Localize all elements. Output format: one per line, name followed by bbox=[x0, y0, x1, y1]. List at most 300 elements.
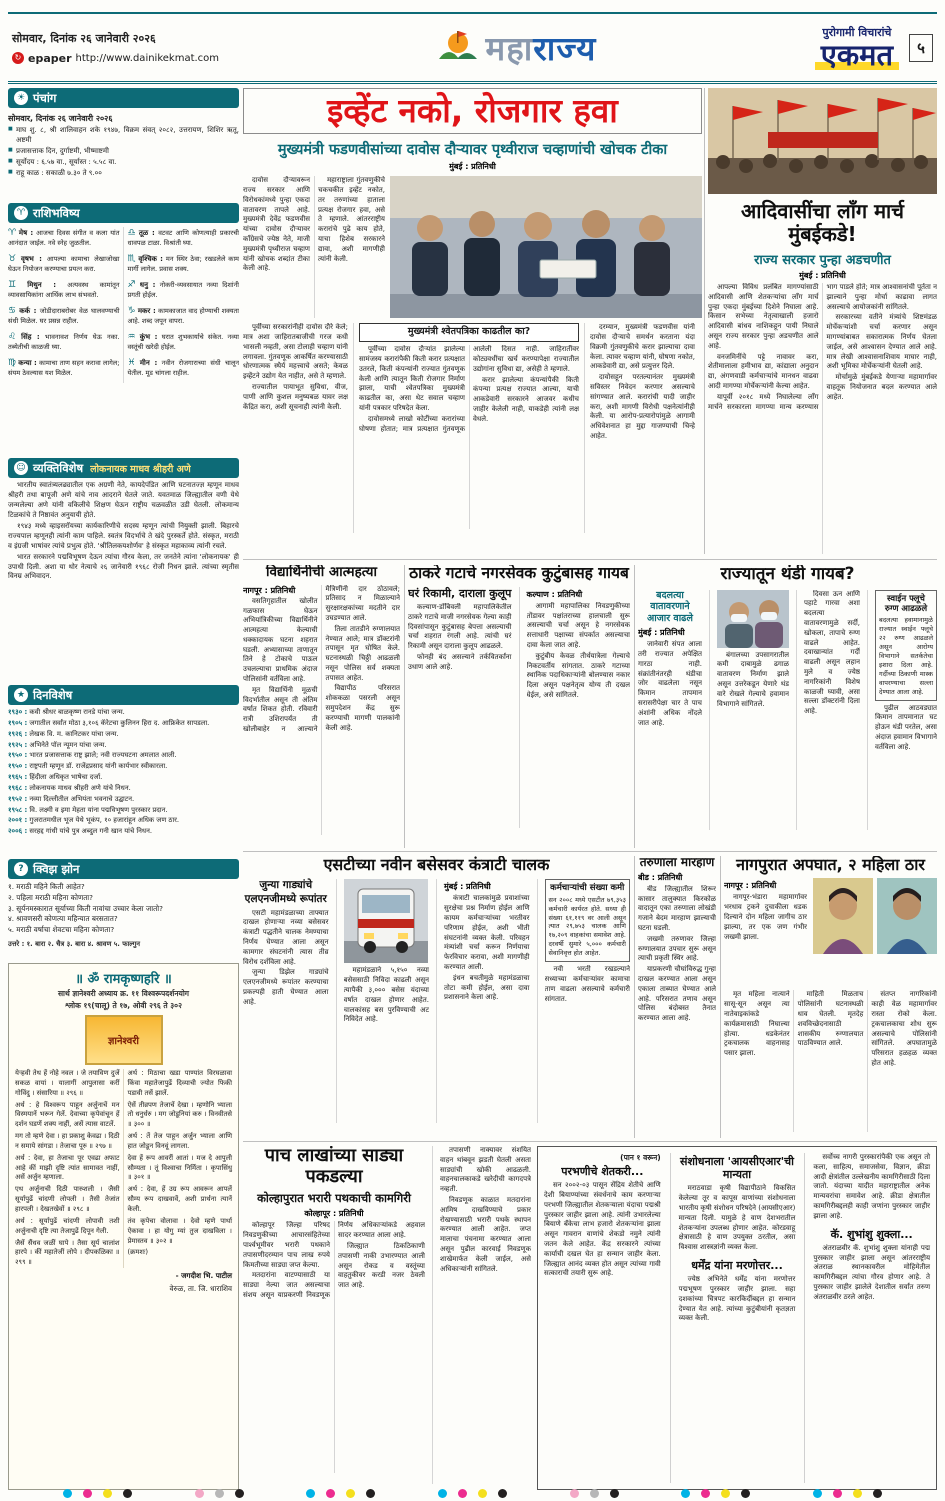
staff-count-box bbox=[545, 879, 631, 962]
zodiac-item bbox=[8, 253, 120, 274]
event-text: वि. लक्ष्मी व इमा मेहता यांना पद्मविभूषण पुरस्कार प्रदान. bbox=[29, 805, 168, 814]
saree-headline: पाच लाखांच्या साड्या पकडल्या bbox=[264, 1146, 404, 1187]
event-year: १९५० : bbox=[8, 751, 28, 760]
paragraph: दावोसहून परतल्यानंतर मुख्यमंत्री सविस्तर निवेदन करणार असल्याचे सांगण्यात आले. करारांची यादी जाहीर करा, अशी मागणी विरोधी पक्षनेत्यांनीही केली. या आरोप-प्रत्यारोपांमुळे आगामी अधिवेशनात हा मुद्दा गाजण्याची चिन्हे आहेत. bbox=[590, 373, 695, 441]
zodiac-name: मेष : bbox=[18, 229, 34, 237]
masthead-rajya: राज्य bbox=[533, 29, 597, 68]
jump-story-2-title: संशोधनाला 'आयसीएआर'ची मान्यता bbox=[680, 1155, 794, 1182]
print-registration-marks bbox=[8, 1489, 937, 1498]
horoscope-section bbox=[8, 203, 239, 455]
paragraph: दावोसमध्ये लाखो कोटींच्या करारांच्या घोषणा होतात; मात्र प्रत्यक्षात गुंतवणूक आलेली दिसत नाही. जाहिरातींवर कोट्यवधींचा खर्च करण्यापेक्षा राज्यातील उद्योगांना सुविधा द्या, असेही ते म्हणाले. bbox=[359, 345, 579, 433]
brand-tagline: पुरोगामी विचारांचे bbox=[822, 25, 892, 39]
event-text: जगातील सर्वांत मोठा ३,१०६ कॅरेटचा कुलिनन हिरा द. आफ्रिकेत सापडला. bbox=[29, 718, 210, 727]
rally-photo bbox=[708, 88, 937, 194]
verse: (क्रमशः) bbox=[127, 1248, 149, 1257]
event-text: लोकनायक माधव श्रीहरी अणे यांचे निधन. bbox=[29, 783, 131, 792]
zodiac-item bbox=[8, 357, 120, 378]
victim-portrait-2 bbox=[877, 878, 937, 954]
verse: येर्‍हवी तेथ हें नोहे नवल । जे तयाविण दुजें सकळ वायां । यालागीं आपुलासा करीं गोविंदु । संसारिया ॥ २९६ ॥ bbox=[15, 1069, 120, 1097]
thackeray-left-col bbox=[408, 603, 512, 815]
st-col-1 bbox=[243, 909, 329, 1123]
cold-subhead: बदलत्या वातावरणाने आजार वाढले bbox=[647, 589, 693, 625]
paragraph: कुटुंबीय केवळ तीर्थयात्रेला गेल्याचे निकटवर्तीय सांगतात. ठाकरे गटाच्या स्थानिक पदाधिकाऱ्यांनी बोलण्यास नकार दिला असून पक्षनेतृत्व योग्य ती दखल घेईल, असे सांगितले. bbox=[526, 651, 630, 699]
divider bbox=[243, 559, 937, 560]
panchang-line: ■ सूर्योदय : ६.५७ वा., सूर्यास्त : ५.५८ वा. bbox=[8, 158, 239, 168]
zodiac-sign-icon: ♍ bbox=[8, 358, 17, 369]
verse: अर्थ : हे विश्वरूप पाहून अर्जुनाचें मन विस्मयानें भरून गेलें. देवाच्या कृपेवांचून हें दर्शन घडणें शक्य नाहीं, असें त्यास वाटलें. bbox=[15, 1100, 120, 1129]
lead-inset-box-title: मुख्यमंत्री श्वेतपत्रिका काढतील का? bbox=[359, 323, 579, 342]
divider bbox=[404, 565, 405, 848]
swine-flu-text: बदलत्या हवामानामुळे राज्यात स्वाईन फ्लूचे २२ रुग्ण आढळले असून आरोग्य विभागाने सतर्कतेचा इशारा दिला आहे. गर्दीच्या ठिकाणी मास्क वापरण्याचा सल्ला देण्यात आला आहे. bbox=[879, 615, 933, 696]
brand-name: एकमत bbox=[815, 40, 899, 70]
panchang-line: ■ माघ शु. ८, श्री शालिवाहन शके १९४७, विक्रम संवत् २०८२, उत्तरायण, शिशिर ऋतू, अष्टमी bbox=[8, 126, 239, 146]
zodiac-sign-icon: ♋ bbox=[8, 306, 18, 317]
paragraph: वनजमिनींचे पट्टे नावावर करा, शेतीमालाला हमीभाव द्या, कांद्याला अनुदान द्या, अंगणवाडी कर्मचाऱ्यांचे मानधन वाढवा आदी मागण्या मोर्चेकऱ्यांनी केल्या आहेत. bbox=[708, 352, 819, 390]
event-year: १९५८ : bbox=[8, 805, 28, 814]
verse: जैसें सैंधव जळीं घापे । तैसा सूर्य चालांश हारपे । कीं महातेजीं लोपे । दीपकळिका ॥ २९९ ॥ bbox=[15, 1238, 120, 1267]
verse: अर्थ : मिठाचा खडा पाण्यांत विरघळावा किंवा महातेजापुढें दिव्याची ज्योत फिकी पडावी तसें झालें. bbox=[127, 1069, 232, 1097]
zodiac-item bbox=[8, 227, 120, 248]
zodiac-name: वृषभ : bbox=[20, 255, 42, 264]
zodiac-text: वटवट आणि कोणत्याही प्रकारची धावपळ टाळा. विश्रांती घ्या. bbox=[127, 229, 239, 248]
paragraph: बीड जिल्ह्यातील शिरूर कासार तालुक्यात किरकोळ वादातून एका तरुणाला लोखंडी गजाने बेदम मारहाण झाल्याची घटना घडली. bbox=[638, 884, 716, 932]
byline: मुंबई : प्रतिनिधी bbox=[638, 628, 685, 638]
paragraph: कल्याण-डोंबिवली महापालिकेतील ठाकरे गटाचे माजी नगरसेवक गेल्या काही दिवसांपासून कुटुंबासह बेपत्ता असल्याची चर्चा शहरात रंगली आहे. त्यांची घरं रिकामी असून दाराला कुलूप आढळले. bbox=[408, 603, 512, 651]
paragraph: मोर्चामुळे मुंबईकडे येणाऱ्या महामार्गावर वाहतूक नियोजनात बदल करण्यात आले आहेत. bbox=[826, 373, 937, 401]
day-event bbox=[8, 773, 239, 783]
cold-col-1 bbox=[638, 640, 702, 830]
dnyaneshwari-verses bbox=[15, 1069, 232, 1268]
panchang-line: ■ राहू काळ : सकाळी ७.३० ते ९.०० bbox=[8, 169, 239, 179]
paragraph: महामंडळाने ५,१५० नव्या बसेससाठी निविदा काढली असून त्यापैकी ३,००० बसेस यंदाच्या वर्षात दाखल होणार आहेत. चालकांसह बस पुरविण्याची अट निविदेत आहे. bbox=[343, 966, 429, 1024]
quiz-question: ३. सूर्यनमस्कारात सूर्याच्या किती नावांचा उच्चार केला जातो? bbox=[8, 903, 163, 913]
zodiac-name: वृश्चिक : bbox=[138, 255, 163, 264]
st-headline: एसटीच्या नवीन बसेसवर कंत्राटी चालक bbox=[323, 856, 550, 874]
byline: कल्याण : प्रतिनिधी bbox=[526, 589, 583, 599]
zodiac-text: नोकरी-व्यवसायात नव्या दिशांनी प्रगती होईल. bbox=[127, 281, 239, 300]
paragraph: नवी भरती रखडल्याने सध्याच्या कर्मचाऱ्यांवर कामाचा ताण वाढला असल्याचे कर्मचारी सांगतात. bbox=[544, 965, 630, 1003]
event-text: नव्या दिल्लीतील अभियंता भवनाचे उद्घाटन. bbox=[29, 794, 135, 803]
event-year: १९३० : bbox=[8, 708, 28, 716]
lead-article bbox=[243, 88, 702, 554]
lead-headline: इव्हेंट नको, रोजगार हवा bbox=[327, 91, 618, 130]
zodiac-item bbox=[8, 279, 120, 300]
paragraph: पूर्वीच्या दावोस दौऱ्यांत झालेल्या सामंजस्य करारांपैकी किती करार प्रत्यक्षात उतरले, किती कंपन्यांनी राज्यात गुंतवणूक केली आणि त्यातून किती रोजगार निर्माण झाला, याची श्वेतपत्रिका मुख्यमंत्री काढतील का, असा थेट सवाल चव्हाण यांनी पत्रकार परिषदेत केला. bbox=[359, 345, 465, 412]
zodiac-name: मिथुन : bbox=[27, 281, 57, 290]
st-bus-article bbox=[243, 856, 630, 1138]
byline: मुंबई : प्रतिनिधी bbox=[799, 271, 846, 280]
horoscope-title: राशिभविष्य bbox=[33, 205, 80, 220]
lead-col-4 bbox=[590, 323, 695, 533]
zodiac-item bbox=[8, 331, 120, 352]
zodiac-name: कन्या : bbox=[18, 359, 37, 368]
bus-photo bbox=[344, 879, 428, 963]
person-icon: ☺ bbox=[14, 461, 28, 475]
paragraph: भारत सरकारने पद्मविभूषण देऊन त्यांचा गौरव केला, तर जनतेने त्यांना 'लोकनायक' ही उपाधी दिली. अशा या थोर नेत्याचे २६ जानेवारी १९६८ रोजी निधन झाले. त्यांच्या स्मृतीस विनम्र अभिवादन. bbox=[8, 552, 239, 581]
beed-headline: तरुणाला मारहाण bbox=[639, 856, 715, 869]
author-signature: - जगदीश भि. पाटील bbox=[175, 1271, 232, 1281]
byline: नागपूर : प्रतिनिधी bbox=[243, 585, 296, 595]
masthead-header bbox=[8, 12, 937, 84]
thackeray-subhead: घरं रिकामी, दाराला कुलूप bbox=[408, 586, 512, 600]
paragraph: सन २००२-०३ पासून सेंद्रिय शेतीचे आणि देशी बियाण्यांच्या संवर्धनाचे काम करणाऱ्या परभणी जिल्ह्यातील शेतकऱ्याला यंदाचा पद्मश्री पुरस्कार जाहीर झाला आहे. त्यांनी उभारलेल्या बियाणे बँकेचा लाभ हजारो शेतकऱ्यांना झाला असून गावरान वाणांचे शेकडो नमुने त्यांनी जतन केले आहेत. केंद्र सरकारने त्यांच्या कार्याची दखल घेत हा सन्मान जाहीर केला. जिल्ह्यात आनंद व्यक्त होत असून त्यांच्या गावी सत्काराची तयारी सुरू आहे. bbox=[544, 1181, 661, 1278]
panchang-lines bbox=[8, 126, 239, 179]
zodiac-name: कर्क : bbox=[19, 307, 37, 316]
event-year: १९२६ : bbox=[8, 729, 28, 738]
zodiac-sign-icon: ♌ bbox=[8, 332, 20, 343]
cold-headline: राज्यातून थंडी गायब? bbox=[720, 565, 855, 584]
paragraph: दिवसा ऊन आणि पहाटे गारवा अशा बदलत्या वातावरणामुळे सर्दी, खोकला, तापाचे रुग्ण वाढले आहेत. दवाखान्यांत गर्दी वाढली असून लहान मुले व ज्येष्ठ नागरिकांनी विशेष काळजी घ्यावी, असा सल्ला डॉक्टरांनी दिला आहे. bbox=[804, 589, 860, 716]
paragraph: ज्येष्ठ अभिनेते धर्मेंद्र यांना मरणोत्तर पद्मभूषण पुरस्कार जाहीर झाला. सहा दशकांच्या चित्रपट कारकिर्दीबद्दल हा सन्मान देण्यात येत आहे. त्यांच्या कुटुंबीयांनी कृतज्ञता व्यक्त केली. bbox=[678, 1275, 796, 1323]
cmyk-dot-group bbox=[63, 1489, 132, 1498]
zodiac-item bbox=[128, 357, 240, 378]
cmyk-dot-group bbox=[570, 1489, 619, 1498]
nagpur-intro bbox=[724, 893, 807, 985]
zodiac-text: भावनावश निर्णय घेऊ नका. तब्येतीची काळजी घ्या. bbox=[8, 333, 120, 352]
paragraph: संतप्त नागरिकांनी काही वेळ महामार्गावर रास्ता रोको केला. ट्रकचालकाचा शोध सुरू असल्याचे पोलिसांनी सांगितले. अपघातामुळे परिसरात हळहळ व्यक्त होत आहे. bbox=[871, 990, 937, 1067]
day-special-title: दिनविशेष bbox=[33, 687, 73, 702]
staff-count-text: सन २००८ मध्ये एसटीत ७९,३५३ कर्मचारी कार्यरत होते. सध्या ही संख्या ६१,११९ वर आली असून त्यात २९,७५३ चालक आणि १७,२०९ वाहकांचा समावेश आहे. दरवर्षी सुमारे ५,००० कर्मचारी सेवानिवृत्त होत आहेत. bbox=[548, 895, 626, 958]
verse: ऐसें तीव्रपण तेजाचें देखा । म्हणोनि भ्याला तो धनुर्धरु । मग जोडूनियां करु । विनवीतसे ॥ ३०० ॥ bbox=[127, 1100, 232, 1129]
day-event bbox=[8, 784, 239, 794]
masthead-maha: महा bbox=[485, 29, 534, 68]
paragraph: जिल्ह्यात ठिकठिकाणी तपासणी नाकी उभारण्यात आली असून रोकड व वस्तूंच्या वाहतुकीवर करडी नजर ठेवली जात आहे. bbox=[338, 1241, 425, 1290]
zodiac-name: मीन : bbox=[139, 359, 158, 368]
jump-story-1-body bbox=[544, 1181, 661, 1279]
day-event bbox=[8, 708, 239, 718]
zodiac-text: मन स्थिर ठेवा; रखडलेले काम मार्गी लागेल. प्रवास शक्य. bbox=[127, 255, 239, 274]
saree-article bbox=[243, 1146, 531, 1490]
person-special-body bbox=[8, 478, 239, 582]
masthead-title bbox=[485, 25, 596, 70]
day-event bbox=[8, 806, 239, 816]
jump-story-3-body bbox=[679, 1275, 796, 1324]
adivasi-body bbox=[708, 283, 937, 554]
day-event bbox=[8, 751, 239, 761]
day-event bbox=[8, 730, 239, 740]
event-text: लेखक वि. म. कानिटकर यांचा जन्म. bbox=[29, 729, 119, 738]
verse: देवा हें रूप आवरीं आतां । मज दे आपुली सौम्यता । तूं विश्वाचा निर्मिता । कृपासिंधु ॥ ३०१ ॥ bbox=[127, 1153, 232, 1182]
zodiac-item bbox=[128, 305, 240, 326]
zodiac-sign-icon: ♒ bbox=[127, 332, 138, 343]
quiz-question: ५. मराठी वर्षाचा शेवटचा महिना कोणता? bbox=[8, 925, 115, 935]
zodiac-item bbox=[128, 227, 240, 248]
lead-headline-box bbox=[243, 88, 702, 134]
website-link[interactable]: http://www.dainikekmat.com bbox=[75, 52, 220, 64]
paragraph: फोनही बंद असल्याने तर्कवितर्कांना उधाण आले आहे. bbox=[408, 652, 512, 671]
cold-col-3 bbox=[804, 590, 860, 830]
event-text: कवी श्रीधर बाळकृष्ण रानडे यांचा जन्म. bbox=[29, 708, 125, 716]
paragraph: तिला तातडीने रुग्णालयात नेण्यात आले; मात्र डॉक्टरांनी तपासून मृत घोषित केले. घटनास्थळी चिठ्ठी आढळली नसून पोलिस सर्व शक्यता तपासत आहेत. bbox=[325, 624, 400, 682]
paragraph: राज्यातील पायाभूत सुविधा, वीज, पाणी आणि कुशल मनुष्यबळ यावर लक्ष केंद्रित करा, अशी सूचनाही त्यांनी केली. bbox=[243, 383, 348, 411]
om-title: ॥ ॐ रामकृष्णहरि ॥ bbox=[75, 972, 172, 987]
zodiac-text: कामकाजात वाद होण्याची शक्यता आहे. शब्द जपून वापरा. bbox=[127, 307, 239, 326]
day-special-section bbox=[8, 685, 239, 856]
paragraph: कंत्राटी चालकांमुळे प्रवाशांच्या सुरक्षेचा प्रश्न निर्माण होईल आणि कायम कर्मचाऱ्यांच्या भरतीवर परिणाम होईल, अशी भीती संघटनांनी व्यक्त केली. परिवहन मंत्र्यांशी चर्चा करून निर्णयाचा फेरविचार करावा, अशी मागणीही करण्यात आली. bbox=[444, 894, 530, 971]
saree-left-cols bbox=[243, 1221, 425, 1473]
paragraph: करार झालेल्या कंपन्यांपैकी किती कंपन्या प्रत्यक्ष राज्यात आल्या, याची आकडेवारी सरकारने आजवर कधीच जाहीर केलेली नाही, याकडेही त्यांनी लक्ष वेधले. bbox=[473, 375, 579, 423]
paragraph: पुढील आठवड्यात किमान तापमानात घट होऊन थंडी परतेल, असा अंदाज हवामान विभागाने वर्तविला आहे. bbox=[875, 703, 937, 751]
sun-icon: ☀ bbox=[14, 91, 28, 105]
jump-continuation-box bbox=[537, 1146, 937, 1490]
divider bbox=[634, 856, 635, 1138]
event-text: गुजरातमधील भूज येथे भूकंप, १० हजारांहून अधिक जण ठार. bbox=[29, 816, 180, 825]
panchang-header bbox=[8, 88, 239, 108]
verse: तंव कृपेचा वोलावा । देवो म्हणे पार्था ऐकावा । हा योगु म्यां तुज दाखविला । प्रेमास्तव ॥ ३०२ ॥ bbox=[127, 1216, 232, 1245]
zodiac-sign-icon: ♎ bbox=[127, 228, 137, 238]
byline: बीड : प्रतिनिधी bbox=[638, 872, 683, 882]
person-special-title: व्यक्तिविशेष bbox=[33, 460, 84, 475]
zodiac-sign-icon: ♐ bbox=[127, 280, 138, 291]
event-year: १९०५ : bbox=[8, 718, 28, 727]
jump-story-1-title: परभणीचे शेतकरी... bbox=[561, 1165, 644, 1178]
swine-flu-box bbox=[875, 590, 937, 701]
divider bbox=[634, 565, 635, 848]
nagpur-body bbox=[724, 990, 937, 1132]
paragraph: जुन्या डिझेल गाड्यांचे एलएनजीमध्ये रूपांतर करण्याचा प्रकल्पही हाती घेण्यात आला आहे. bbox=[243, 968, 329, 1006]
quiz-question: २. पहिला मराठी महिना कोणता? bbox=[8, 892, 93, 902]
beed-assault-article bbox=[638, 856, 716, 1138]
quiz-question: ४. श्रावणसरी कोणत्या महिन्यात बरसतात? bbox=[8, 914, 118, 924]
thackeray-article bbox=[408, 565, 630, 848]
author-place: वेरुळ, ता. जि. धाराशिव bbox=[169, 1284, 232, 1294]
lead-col-1 bbox=[243, 323, 348, 533]
jump-story-4-body bbox=[813, 1244, 930, 1303]
zodiac-sign-icon: ♑ bbox=[127, 306, 136, 317]
paragraph: तपासणी नाक्यावर संशयित वाहन थांबवून झडती घेतली असता साड्यांची खोकी आढळली. वाहनचालकाकडे खरेदीची कागदपत्रे नव्हती. bbox=[440, 1146, 531, 1194]
event-year: १९६८ : bbox=[8, 783, 28, 792]
zodiac-text: नवीन रोजगाराच्या संधी चालून येतील. मूड चांगला राहील. bbox=[127, 359, 239, 378]
dnyaneshwari-ref-1: सार्थ ज्ञानेश्वरी अध्याय क्र. ११ विश्वरूपदर्शनयोग bbox=[57, 989, 190, 998]
paragraph: मृत विद्यार्थिनी मूळची विदर्भातील असून ती अंतिम वर्षात शिकत होती. रविवारी रात्री उशिरापर्यंत ती खोलीबाहेर न आल्याने मैत्रिणींनी दार ठोठावले; प्रतिसाद न मिळाल्याने सुरक्षारक्षकांच्या मदतीने दार उघडण्यात आले. bbox=[243, 584, 400, 734]
paragraph: भारतीय स्वातंत्र्यलढ्यातील एक अग्रणी नेते, कायदेपंडित आणि घटनातज्ज्ञ म्हणून माधव श्रीहरी तथा बापूजी अणे यांचे नाव आदराने घेतले जाते. यवतमाळ जिल्ह्यातील वणी येथे जन्मलेल्या अणे यांनी वकिलीचे शिक्षण घेऊन राष्ट्रीय चळवळीत उडी घेतली. लोकमान्य टिळकांचे ते निष्ठावंत अनुयायी होते. bbox=[8, 481, 239, 519]
zodiac-item bbox=[128, 331, 240, 352]
thackeray-right-col bbox=[527, 602, 631, 828]
question-icon: ? bbox=[14, 862, 28, 876]
paragraph: मृत महिला नात्याने सासू-सून असून त्या नातेवाइकांकडे कार्यक्रमासाठी निघाल्या होत्या. धडकेनंतर ट्रकचालक वाहनासह पसार झाला. bbox=[724, 990, 790, 1058]
star-icon: ★ bbox=[14, 688, 28, 702]
lead-subhead: मुख्यमंत्री फडणवीसांच्या दावोस दौऱ्यावर पृथ्वीराज चव्हाणांची खोचक टीका bbox=[277, 142, 668, 159]
st-col-2 bbox=[344, 966, 430, 1094]
paragraph: जखमी तरुणावर जिल्हा रुग्णालयात उपचार सुरू असून त्याची प्रकृती स्थिर आहे. bbox=[638, 934, 716, 963]
paragraph: इंधन बचतीमुळे महामंडळाचा तोटा कमी होईल, असा दावा प्रशासनाने केला आहे. bbox=[444, 973, 530, 1002]
saree-subhead: कोल्हापुरात भरारी पथकाची कामगिरी bbox=[257, 1191, 411, 1206]
verse: अर्थ : देवा, हें उग्र रूप आवरून आपलें सौम्य रूप दाखवावें, अशी प्रार्थना त्यानें केली. bbox=[127, 1185, 232, 1213]
paragraph: माहिती मिळताच पोलिसांनी घटनास्थळी धाव घेतली. मृतदेह शवविच्छेदनासाठी शासकीय रुग्णालयात पाठविण्यात आले. bbox=[797, 990, 864, 1048]
verse: अर्थ : देवा, हा तेजाचा पूर एवढा अफाट आहे कीं माझी दृष्टि त्यांत सामावत नाहीं, असें अर्जुन म्हणाला. bbox=[15, 1153, 120, 1182]
day-special-list bbox=[8, 705, 239, 837]
event-year: २००६ : bbox=[8, 827, 28, 836]
cold-weather-article bbox=[638, 565, 937, 848]
zodiac-name: मकर : bbox=[137, 307, 156, 316]
event-year: १९५२ : bbox=[8, 794, 28, 803]
epaper-label[interactable]: epaper bbox=[28, 51, 72, 65]
divider bbox=[720, 856, 721, 1138]
zodiac-item bbox=[128, 253, 240, 274]
event-text: भारत प्रजासत्ताक राष्ट्र झाले; नवी राज्यघटना अमलात आली. bbox=[29, 751, 177, 760]
paragraph: सर्वोच्च नागरी पुरस्कारांपैकी एक असून तो कला, साहित्य, समाजसेवा, विज्ञान, क्रीडा आदी क्षेत्रांतील उल्लेखनीय कामगिरीसाठी दिला जातो. यंदाच्या यादीत महाराष्ट्रातील अनेक मान्यवरांचा समावेश आहे. क्रीडा क्षेत्रातील कामगिरीबद्दलही काही जणांना पुरस्कार जाहीर झाला आहे. bbox=[813, 1153, 931, 1220]
dnyaneshwari-ref-2: श्लोक १९(चालू) ते १७, ओवी २९६ ते ३०२ bbox=[65, 1001, 182, 1010]
quiz-title: क्विझ झोन bbox=[33, 861, 80, 876]
verse: अर्थ : तें तेज पाहून अर्जुन भ्याला आणि हात जोडून विनवूं लागला. bbox=[127, 1132, 232, 1150]
cmyk-dot-group bbox=[306, 1489, 375, 1498]
event-text: हिंदीला अधिकृत भाषेचा दर्जा. bbox=[29, 773, 103, 782]
jump-story-3-title: धर्मेंद्र यांना मरणोत्तर... bbox=[691, 1258, 783, 1272]
zodiac-name: सिंह : bbox=[21, 333, 40, 342]
beed-body bbox=[638, 885, 716, 1123]
cold-col-2 bbox=[717, 651, 789, 829]
day-event bbox=[8, 816, 239, 826]
quiz-header bbox=[8, 859, 239, 879]
person-name: लोकनायक माधव श्रीहरी अणे bbox=[90, 463, 191, 475]
quiz-question: १. मराठी महिने किती आहेत? bbox=[8, 882, 85, 891]
continued-from-label: (पान १ वरून) bbox=[620, 1153, 661, 1162]
byline: मुंबई : प्रतिनिधी bbox=[444, 882, 491, 892]
zodiac-text: आजचा दिवस संगीत व कला यांत आनंदात जाईल. नवे स्नेह जुळतील. bbox=[8, 229, 120, 248]
cmyk-dot-group bbox=[438, 1489, 507, 1498]
lead-photo bbox=[390, 176, 702, 318]
paragraph: आपल्या विविध प्रलंबित मागण्यांसाठी आदिवासी आणि शेतकऱ्यांचा लाँग मार्च पुन्हा एकदा मुंबईच्या दिशेने निघाला आहे. किसान सभेच्या नेतृत्वाखाली हजारो आदिवासी बांधव नाशिकहून पायी निघाले असून राज्य सरकार पुन्हा अडचणीत आले आहे. bbox=[708, 283, 819, 350]
zodiac-sign-icon: ♉ bbox=[8, 254, 19, 265]
paragraph: अंतराळवीर कॅ. शुभांशु शुक्ला यांनाही पद्म पुरस्कार जाहीर झाला असून आंतरराष्ट्रीय अंतराळ स्थानकावरील मोहिमेतील कामगिरीबद्दल त्यांचा गौरव होणार आहे. ते पुरस्कार जाहीर झालेले देशातील सर्वांत तरुण अंतराळवीर ठरले आहेत. bbox=[813, 1243, 931, 1301]
lead-col-middle bbox=[359, 345, 579, 529]
paragraph: यापूर्वी २०१८ मध्ये निघालेल्या लाँग मार्चने सरकारला मागण्या मान्य करण्यास भाग पाडले होते; मात्र आश्वासनांची पूर्तता न झाल्याने पुन्हा मोर्चा काढावा लागत असल्याचे आयोजकांनी सांगितले. bbox=[708, 283, 937, 411]
divider bbox=[243, 1141, 937, 1142]
byline: मुंबई : प्रतिनिधी bbox=[449, 162, 496, 172]
person-special-header bbox=[8, 458, 239, 478]
zodiac-sign-icon: ♊ bbox=[8, 280, 26, 291]
event-text: अभिनेते पॉल न्यूमन यांचा जन्म. bbox=[29, 740, 107, 749]
paragraph: जानेवारी संपत आला तरी राज्यात अपेक्षित गारठा नाही. संक्रांतीनंतरही थंडीचा जोर वाढलेला नसून किमान तापमान सरासरीपेक्षा चार ते पाच अंशांनी अधिक नोंदले जात आहे. bbox=[638, 640, 702, 727]
zodiac-text: कामाचा ताण सहन करावा लागेल; संयम ठेवल्यास यश मिळेल. bbox=[8, 359, 120, 378]
saree-right-col bbox=[440, 1146, 531, 1484]
suicide-headline: विद्यार्थिनीची आत्महत्या bbox=[266, 565, 377, 580]
cmyk-dot-group bbox=[681, 1489, 750, 1498]
paragraph: निवडणूक काळात मतदारांना आमिष दाखविण्याचे प्रकार रोखण्यासाठी भरारी पथके स्थापन करण्यात आली आहेत. जप्त मालाचा पंचनामा करण्यात आला असून पुढील कारवाई निवडणूक शाखेमार्फत केली जाईल, असे अधिकाऱ्यांनी सांगितले. bbox=[440, 1195, 531, 1273]
person-special-section bbox=[8, 458, 239, 682]
zodiac-text: घरात शुभकार्याचे संकेत. नव्या वस्तूंची खरेदी होईल. bbox=[127, 333, 239, 352]
date-line: सोमवार, दिनांक २६ जानेवारी २०२६ bbox=[12, 31, 156, 45]
panchang-date: सोमवार, दिनांक २६ जानेवारी २०२६ bbox=[8, 114, 113, 123]
event-year: २००१ : bbox=[8, 816, 28, 825]
event-year: १९५० : bbox=[8, 762, 28, 771]
nagpur-accident-article bbox=[724, 856, 937, 1138]
paragraph: विद्यापीठ परिसरात शोककळा पसरली असून समुपदेशन केंद्र सुरू करण्याची मागणी पालकांनी केली आहे. bbox=[325, 684, 400, 732]
adivasi-headline: आदिवासींचा लाँग मार्च मुंबईकडे! bbox=[741, 199, 904, 246]
jump-story-4-title: कॅ. शुभांशु शुक्ला... bbox=[830, 1227, 913, 1241]
cold-col-4 bbox=[875, 704, 937, 824]
event-year: १९६५ : bbox=[8, 773, 28, 782]
paragraph: दरम्यान, मुख्यमंत्री फडणवीस यांनी दावोस दौऱ्याचे समर्थन करताना यंदा विक्रमी गुंतवणुकीचे करार झाल्याचा दावा केला. त्यावर चव्हाण यांनी, घोषणा नकोत, आकडेवारी द्या, असे प्रत्युत्तर दिले. bbox=[590, 323, 695, 371]
event-text: सरहद्द गांधी यांचे पुत्र अब्दुल गनी खान यांचे निधन. bbox=[29, 827, 153, 836]
verse: एथ अर्जुनाची दिठी पारुशली । जैसी सूर्यापुढें चांदणी लोपली । तैसी तेजांत हारपली । देखतखेवों ॥ २९८ ॥ bbox=[15, 1185, 120, 1213]
paragraph: मतदारांना वाटण्यासाठी या साड्या नेल्या जात असल्याचा संशय असून याप्रकरणी निवडणूक निर्णय अधिकाऱ्यांकडे अहवाल सादर करण्यात आला आहे. bbox=[243, 1221, 425, 1299]
zodiac-item bbox=[8, 305, 120, 326]
dnyaneshwari-section bbox=[8, 963, 239, 1490]
masked-people-photo bbox=[717, 590, 789, 648]
verse: अर्थ : सूर्यापुढें चांदणी लोपावी तशी अर्जुनाची दृष्टि त्या तेजापुढें दिपून गेली. bbox=[15, 1216, 120, 1235]
zodiac-item bbox=[128, 279, 240, 300]
panchang-section bbox=[8, 88, 239, 200]
zodiac-text: जोडीदाराबरोबर वेळ घालवण्याची संधी मिळेल. घर प्रसन्न राहील. bbox=[8, 307, 120, 326]
paragraph: पूर्वीच्या सरकारांनीही दावोस दौरे केले; मात्र अशा जाहिरातबाजीची गरज कधी भासली नव्हती, असा टोलाही चव्हाण यांनी लगावला. गुंतवणूक आकर्षित करण्यासाठी धोरणात्मक स्थैर्य महत्त्वाचे असते; केवळ इव्हेंटने उद्योग येत नाहीत, असे ते म्हणाले. bbox=[243, 323, 348, 381]
epaper-icon: ↻ bbox=[12, 52, 24, 64]
adivasi-subhead: राज्य सरकार पुन्हा अडचणीत bbox=[754, 253, 891, 268]
masthead-logo bbox=[437, 29, 479, 67]
paragraph: आगामी महापालिका निवडणुकीच्या तोंडावर पक्षांतराच्या हालचाली सुरू असल्याची चर्चा असून हे नगरसेवक सत्ताधारी पक्षाच्या संपर्कात असल्याचा दावा केला जात आहे. bbox=[526, 601, 630, 649]
quiz-section bbox=[8, 859, 239, 960]
jump-story-4-lead bbox=[813, 1153, 930, 1222]
zodiac-name: तूळ : bbox=[138, 229, 155, 237]
paragraph: एसटी महामंडळाच्या ताफ्यात दाखल होणाऱ्या नव्या बसेसवर कंत्राटी पद्धतीने चालक नेमण्याचा निर्णय घेण्यात आला असून कामगार संघटनांनी त्यास तीव्र विरोध दर्शविला आहे. bbox=[243, 908, 329, 966]
st-col-4 bbox=[545, 965, 631, 1073]
zodiac-sign-icon: ♈ bbox=[8, 228, 17, 238]
paragraph: बंगालच्या उपसागरातील कमी दाबामुळे ढगाळ वातावरण निर्माण झाले असून उत्तरेकडून येणारे थंड वारे रोखले गेल्याचे हवामान विभागाने सांगितले. bbox=[717, 650, 789, 708]
zodiac-name: धनु : bbox=[139, 281, 156, 290]
verse: मग तो म्हणे देवा । हा प्रकाशु केवढा । दिठी न समाये सांगडा । तेजाचा पूरु ॥ २९७ ॥ bbox=[15, 1132, 120, 1150]
day-event bbox=[8, 827, 239, 837]
victim-portrait-1 bbox=[813, 878, 873, 954]
panchang-line: ■ प्रजासत्ताक दिन, दुर्गाष्टमी, भीष्माष्टमी bbox=[8, 147, 239, 157]
panchang-title: पंचांग bbox=[33, 90, 57, 105]
suicide-body bbox=[243, 585, 400, 735]
divider bbox=[243, 851, 937, 852]
quiz-questions bbox=[8, 879, 239, 936]
st-col-3 bbox=[444, 894, 530, 1120]
paragraph: सरकारच्या वतीने मंत्र्यांचे शिष्टमंडळ मोर्चेकऱ्यांशी चर्चा करणार असून मागण्यांबाबत सकारात्मक निर्णय घेतला जाईल, असे आश्वासन देण्यात आले आहे. मात्र लेखी आश्वासनाशिवाय माघार नाही, अशी भूमिका मोर्चेकऱ्यांनी घेतली आहे. bbox=[826, 313, 937, 371]
day-event bbox=[8, 762, 239, 772]
paragraph: कोल्हापूर जिल्हा परिषद निवडणुकीच्या आचारसंहितेच्या पार्श्वभूमीवर भरारी पथकाने तपासणीदरम्यान पाच लाख रुपये किमतीच्या साड्या जप्त केल्या. bbox=[243, 1221, 330, 1269]
event-year: १९२५ : bbox=[8, 740, 28, 749]
lead-intro bbox=[243, 176, 385, 318]
thackeray-headline: ठाकरे गटाचे नगरसेवक कुटुंबासह गायब bbox=[409, 565, 629, 582]
zodiac-name: कुंभ : bbox=[139, 333, 158, 342]
cmyk-dot-group bbox=[195, 1489, 244, 1498]
paragraph: याप्रकरणी चौघांविरुद्ध गुन्हा दाखल करण्यात आला असून एकाला ताब्यात घेण्यात आले आहे. परिसरात तणाव असून पोलिस बंदोबस्त तैनात करण्यात आला आहे. bbox=[638, 965, 716, 1023]
paragraph: १९४३ मध्ये व्हाइसरॉयच्या कार्यकारिणीचे सदस्य म्हणून त्यांची नियुक्ती झाली. बिहारचे राज्यपाल म्हणूनही त्यांनी काम पाहिले. स्वतंत्र विदर्भाचे ते खंदे पुरस्कर्ते होते. संस्कृत, मराठी व इंग्रजी भाषांवर त्यांचे प्रभुत्व होते. 'श्रीतिलकयशोर्णव' हे संस्कृत महाकाव्य त्यांनी रचले. bbox=[8, 521, 239, 550]
day-special-header bbox=[8, 685, 239, 705]
dnyaneshwari-book-image: ज्ञानेश्वरी bbox=[85, 1015, 163, 1065]
byline: कोल्हापूर : प्रतिनिधी bbox=[304, 1209, 364, 1219]
quiz-answers: उत्तरे : १. बारा २. चैत्र ३. बारा ४. श्रावण ५. फाल्गुन bbox=[8, 939, 141, 948]
zodiac-list bbox=[8, 223, 239, 383]
day-event bbox=[8, 719, 239, 729]
paragraph: वसतिगृहातील खोलीत गळफास घेऊन अभियांत्रिकीच्या विद्यार्थिनीने आत्महत्या केल्याची धक्कादायक घटना शहरात घडली. अभ्यासाच्या ताणातून तिने हे टोकाचे पाऊल उचलल्याचा प्राथमिक अंदाज पोलिसांनी वर्तविला आहे. bbox=[243, 596, 318, 684]
adivasi-march-article bbox=[708, 88, 937, 554]
paragraph: नागपूर-भंडारा महामार्गावर भरधाव ट्रकने दुचाकीला धडक दिल्याने दोन महिला जागीच ठार झाल्या, तर एक जण गंभीर जखमी झाला. bbox=[724, 893, 807, 941]
nagpur-headline: नागपुरात अपघात, २ महिला ठार bbox=[736, 856, 925, 874]
cmyk-dot-group bbox=[813, 1489, 882, 1498]
day-event bbox=[8, 795, 239, 805]
day-event bbox=[8, 741, 239, 751]
jump-story-2-body bbox=[679, 1184, 796, 1253]
zodiac-icon: ♈ bbox=[14, 206, 28, 220]
zodiac-sign-icon: ♏ bbox=[127, 254, 137, 265]
horoscope-header bbox=[8, 203, 239, 223]
divider bbox=[704, 88, 705, 554]
byline: नागपूर : प्रतिनिधी bbox=[724, 881, 777, 891]
paragraph: दावोस दौऱ्यावरून राज्य सरकार आणि विरोधकांमध्ये पुन्हा एकदा वातावरण तापले आहे. मुख्यमंत्री देवेंद्र फडणवीस यांच्या दावोस दौऱ्यावर काँग्रेसचे ज्येष्ठ नेते, माजी मुख्यमंत्री पृथ्वीराज चव्हाण यांनी खोचक शब्दांत टीका केली आहे. bbox=[243, 176, 310, 273]
paragraph: मराठवाडा कृषी विद्यापीठाने विकसित केलेल्या तूर व कापूस वाणांच्या संशोधनाला भारतीय कृषी संशोधन परिषदेने (आयसीएआर) मान्यता दिली. यामुळे हे वाण देशभरातील शेतकऱ्यांना उपलब्ध होणार आहेत. कोरडवाहू क्षेत्रासाठी हे वाण उपयुक्त ठरतील, असा विश्वास शास्त्रज्ञांनी व्यक्त केला. bbox=[678, 1184, 796, 1252]
suicide-article bbox=[243, 565, 400, 848]
paragraph: महाराष्ट्राला गुंतवणुकीचे चकचकीत इव्हेंट नकोत, तर तरुणांच्या हाताला प्रत्यक्ष रोजगार हवा, असे ते म्हणाले. आंतरराष्ट्रीय करारांचे पुढे काय होते, याचा हिशेब सरकारने द्यावा, अशी मागणीही त्यांनी केली. bbox=[318, 176, 385, 263]
zodiac-sign-icon: ♓ bbox=[127, 358, 138, 369]
event-text: राष्ट्रपती म्हणून डॉ. राजेंद्रप्रसाद यांनी कार्यभार स्वीकारला. bbox=[29, 762, 168, 771]
page-number: ५ bbox=[909, 34, 933, 62]
zodiac-text: आपल्या कामाचा लेखाजोखा घेऊन नियोजन करण्याचा प्रयत्न करा. bbox=[8, 255, 120, 274]
staff-count-title: कर्मचाऱ्यांची संख्या कमी bbox=[550, 883, 625, 894]
zodiac-text: अत्यवस्थ कामांतून व्यावसायिकांना आर्थिक लाभ संभवतो. bbox=[8, 281, 120, 300]
